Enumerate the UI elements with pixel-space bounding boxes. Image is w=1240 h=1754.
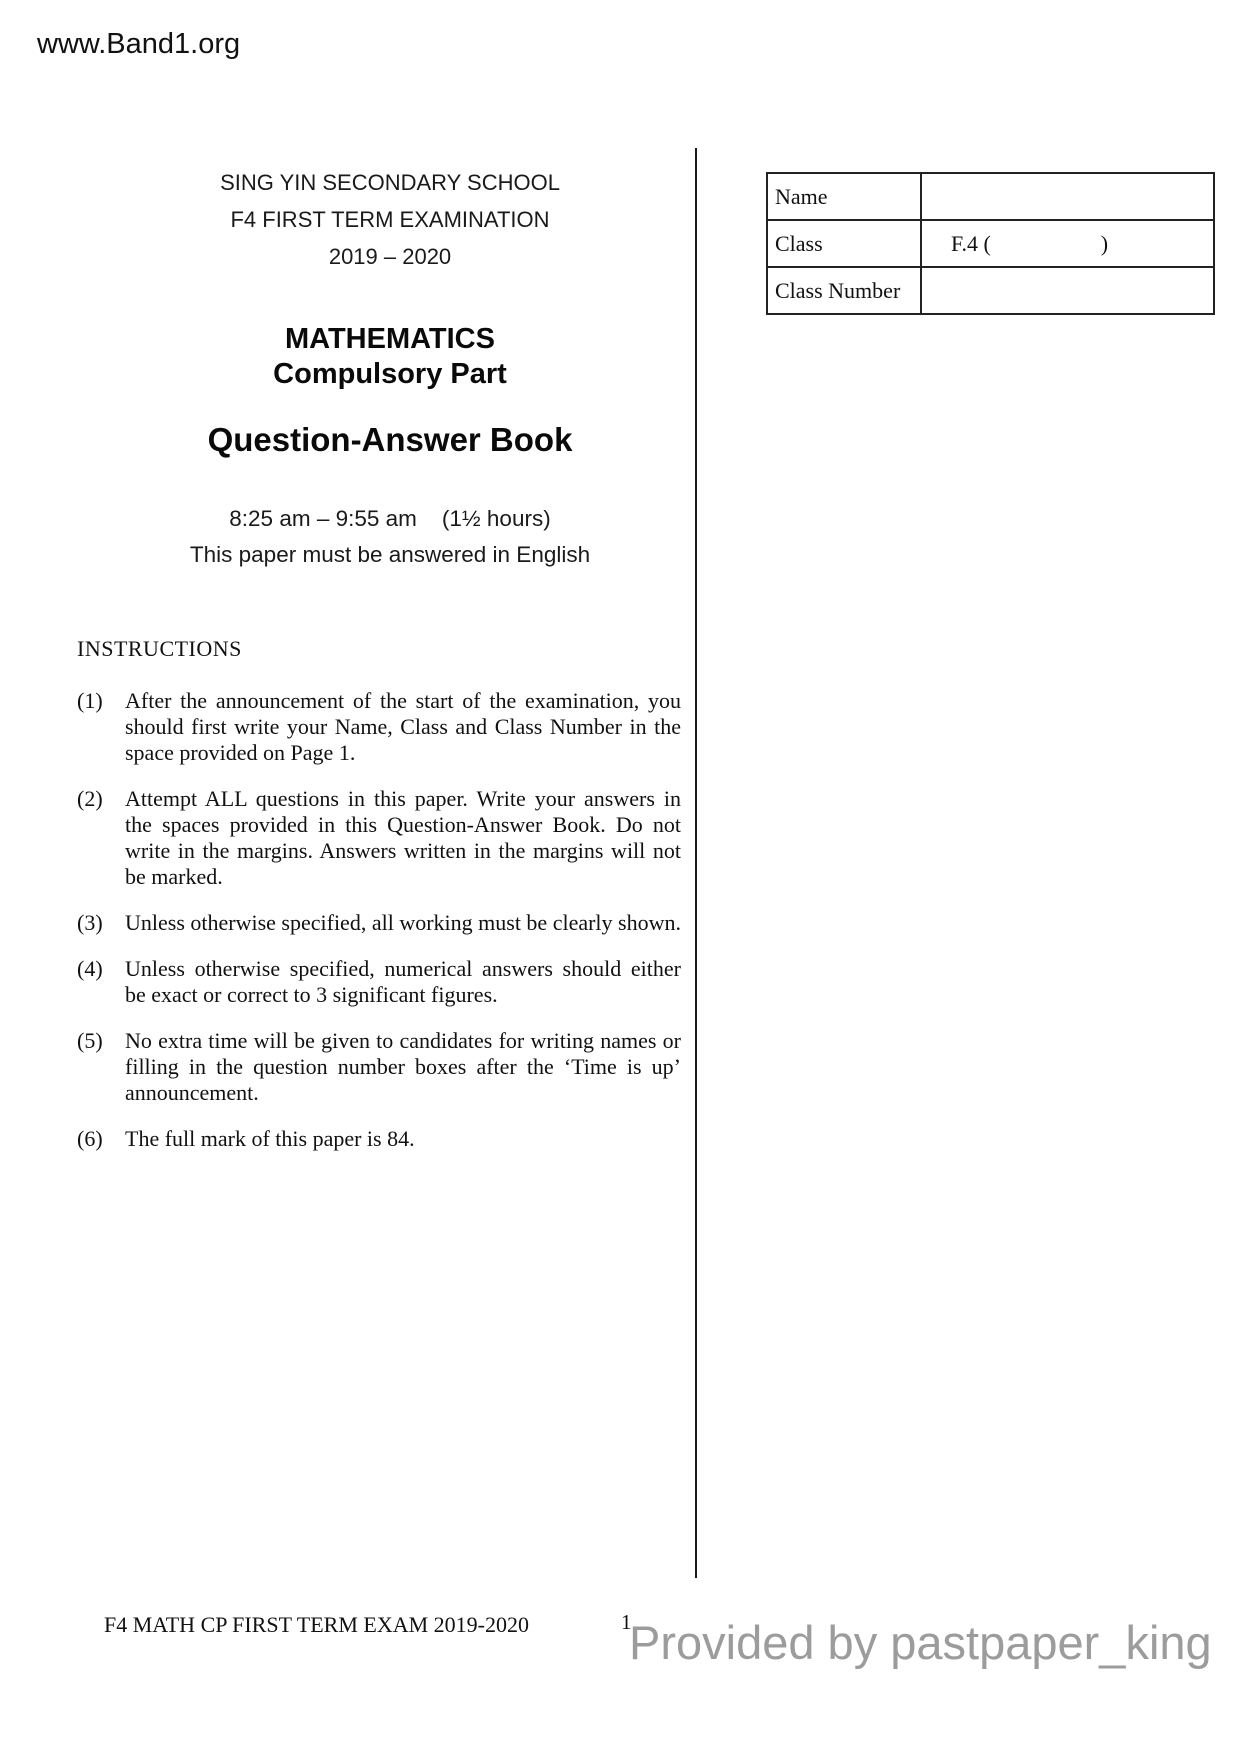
- student-info-table: [766, 172, 1215, 315]
- instruction-number: (5): [77, 1028, 103, 1053]
- name-value-cell: [921, 173, 1214, 220]
- instruction-text: Unless otherwise specified, all working must be clearly shown.: [125, 910, 681, 935]
- instruction-number: (2): [77, 786, 103, 811]
- class-number-row: [767, 267, 1214, 314]
- instruction-item-5: [77, 1028, 681, 1106]
- school-header: [80, 164, 700, 275]
- instruction-item-2: [77, 786, 681, 890]
- instruction-text: After the announcement of the start of the examination, you should first write your Name, Class and Class Number in the space provided on Page 1.: [125, 688, 681, 765]
- school-name: SING YIN SECONDARY SCHOOL: [220, 170, 560, 195]
- class-value-cell: F.4 ( ): [921, 220, 1214, 267]
- site-url-watermark: www.Band1.org: [37, 28, 241, 60]
- footer-exam-code: F4 MATH CP FIRST TERM EXAM 2019-2020: [104, 1612, 529, 1637]
- class-number-label: Class Number: [767, 267, 921, 314]
- name-label: Name: [767, 173, 921, 220]
- instruction-text: The full mark of this paper is 84.: [125, 1126, 415, 1151]
- instructions-list: [77, 688, 681, 1172]
- subject-part: Compulsory Part: [273, 358, 507, 390]
- exam-title: F4 FIRST TERM EXAMINATION: [230, 207, 550, 232]
- language-note: This paper must be answered in English: [189, 542, 591, 567]
- subject-title-block: [80, 322, 700, 392]
- class-row: [767, 220, 1214, 267]
- instruction-text: No extra time will be given to candidates for writing names or filling in the question number boxes after the ‘Time is up’ announcement.: [125, 1028, 681, 1105]
- instruction-number: (4): [77, 956, 103, 981]
- provider-watermark: Provided by pastpaper_king: [629, 1616, 1212, 1669]
- book-title: Question-Answer Book: [207, 421, 573, 458]
- name-row: [767, 173, 1214, 220]
- column-divider-line: [695, 148, 697, 1578]
- class-label: Class: [767, 220, 921, 267]
- subject-name: MATHEMATICS: [285, 323, 495, 355]
- class-number-value-cell: [921, 267, 1214, 314]
- page-number: 1: [621, 1610, 632, 1634]
- exam-year: 2019 – 2020: [328, 244, 452, 269]
- instruction-number: (6): [77, 1126, 103, 1151]
- instruction-item-1: [77, 688, 681, 766]
- instruction-item-4: [77, 956, 681, 1008]
- instruction-number: (1): [77, 688, 103, 713]
- instruction-item-6: [77, 1126, 681, 1152]
- instruction-item-3: [77, 910, 681, 936]
- exam-time: 8:25 am – 9:55 am (1½ hours): [229, 506, 551, 531]
- instruction-text: Attempt ALL questions in this paper. Write your answers in the spaces provided in this Question-Answer Book. Do not write in the margins. Answers written in the margins will not be marked.: [125, 786, 681, 889]
- instruction-text: Unless otherwise specified, numerical answers should either be exact or correct to 3 significant figures.: [125, 956, 681, 1007]
- instruction-number: (3): [77, 910, 103, 935]
- instructions-heading: INSTRUCTIONS: [77, 636, 242, 661]
